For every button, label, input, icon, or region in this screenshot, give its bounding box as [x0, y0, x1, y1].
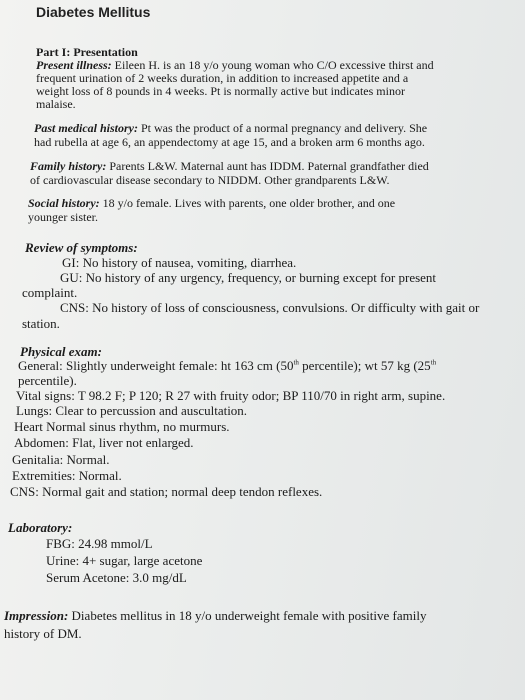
- lab-label: Laboratory:: [8, 520, 73, 535]
- family-history-line-2: of cardiovascular disease secondary to NIDDM. Other grandparents L&W.: [30, 173, 390, 187]
- exam-cns: CNS: Normal gait and station; normal deep tendon reflexes.: [10, 484, 323, 499]
- exam-genitalia: Genitalia: Normal.: [12, 452, 110, 467]
- present-illness-label: Present illness:: [36, 58, 112, 72]
- impression-line-1: [4, 608, 426, 624]
- part-heading: Part I: Presentation: [36, 45, 138, 59]
- family-history-text: Parents L&W. Maternal aunt has IDDM. Paternal grandfather died: [106, 159, 429, 173]
- impression-line-2: history of DM.: [4, 626, 82, 641]
- impression-label: Impression:: [4, 608, 69, 623]
- lab-acetone: Serum Acetone: 3.0 mg/dL: [46, 570, 187, 585]
- lab-fbg: FBG: 24.98 mmol/L: [46, 536, 153, 551]
- document-title: Diabetes Mellitus: [36, 4, 151, 20]
- social-history-line-2: younger sister.: [28, 210, 98, 224]
- review-gi: GI: No history of nausea, vomiting, diarrhea.: [62, 255, 297, 270]
- review-cns-cont: station.: [22, 316, 60, 331]
- review-gu: GU: No history of any urgency, frequency, or burning except for present: [60, 270, 437, 285]
- past-history-label: Past medical history:: [34, 121, 138, 135]
- review-gu-cont: complaint.: [22, 285, 78, 300]
- present-illness-text: Eileen H. is an 18 y/o young woman who C/O excessive thirst and: [111, 58, 434, 72]
- exam-extremities: Extremities: Normal.: [12, 468, 122, 483]
- exam-general-sup-2: th: [430, 358, 437, 367]
- review-cns: CNS: No history of loss of consciousness, convulsions. Or difficulty with gait or: [60, 300, 480, 315]
- family-history-line-1: [30, 159, 429, 174]
- social-history-line-1: [28, 196, 395, 211]
- exam-lungs: Lungs: Clear to percussion and auscultation.: [16, 403, 248, 418]
- exam-general-b: percentile); wt 57 kg (25: [298, 358, 431, 373]
- present-illness-line-2: frequent urination of 2 weeks duration, in addition to increased appetite and a: [36, 71, 409, 85]
- review-label: Review of symptoms:: [25, 240, 138, 255]
- present-illness-line-3: weight loss of 8 pounds in 4 weeks. Pt is normally active but indicates minor: [36, 84, 405, 98]
- exam-general-a: General: Slightly underweight female: ht 163 cm (50: [18, 358, 294, 373]
- past-history-line-1: [34, 121, 427, 136]
- exam-general-cont: percentile).: [18, 373, 77, 388]
- exam-general: [18, 358, 436, 374]
- impression-text: Diabetes mellitus in 18 y/o underweight female with positive family: [68, 608, 427, 623]
- past-history-text: Pt was the product of a normal pregnancy and delivery. She: [138, 121, 428, 135]
- exam-general-sup-1: th: [293, 358, 299, 367]
- exam-label: Physical exam:: [20, 344, 102, 359]
- social-history-text: 18 y/o female. Lives with parents, one older brother, and one: [99, 196, 396, 210]
- family-history-label: Family history:: [30, 159, 107, 173]
- exam-heart: Heart Normal sinus rhythm, no murmurs.: [14, 419, 230, 434]
- present-illness-line-4: malaise.: [36, 97, 76, 111]
- exam-abdomen: Abdomen: Flat, liver not enlarged.: [14, 435, 194, 450]
- exam-vitals: Vital signs: T 98.2 F; P 120; R 27 with fruity odor; BP 110/70 in right arm, supine.: [16, 388, 446, 403]
- social-history-label: Social history:: [28, 196, 100, 210]
- past-history-line-2: had rubella at age 6, an appendectomy at age 15, and a broken arm 6 months ago.: [34, 135, 425, 149]
- lab-urine: Urine: 4+ sugar, large acetone: [46, 553, 203, 568]
